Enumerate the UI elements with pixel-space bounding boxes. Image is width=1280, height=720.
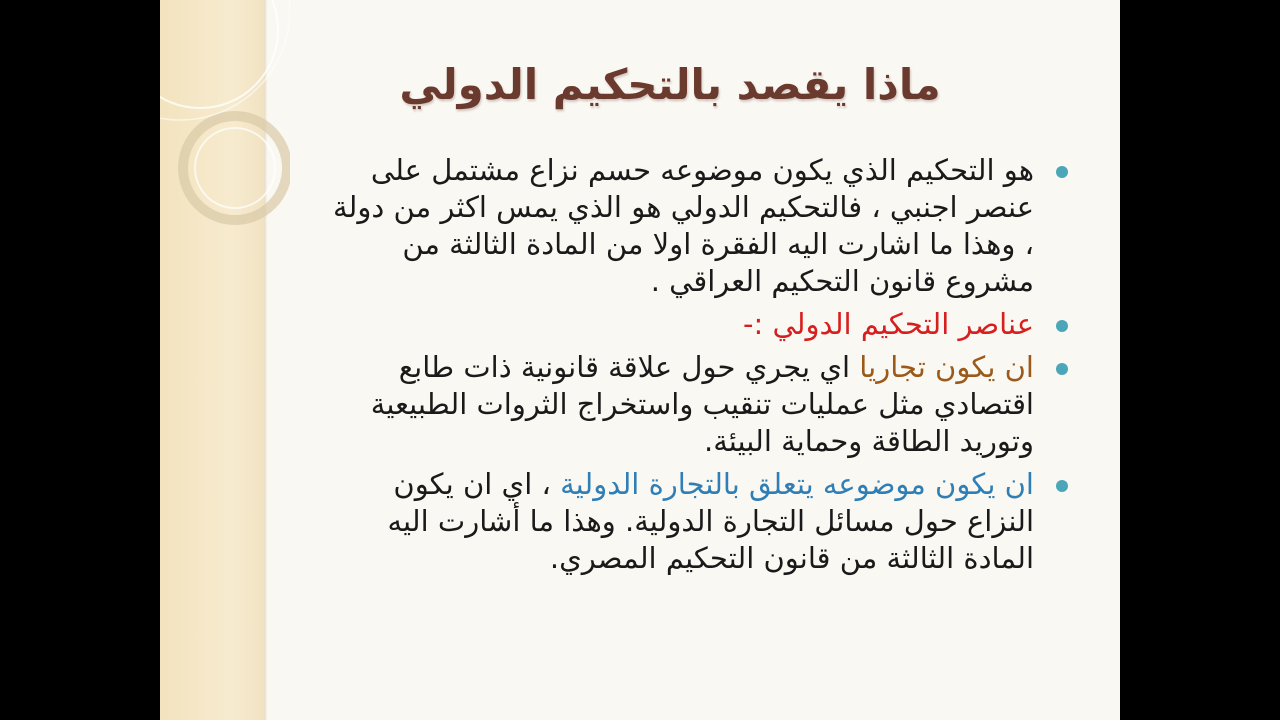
presentation-slide	[160, 0, 1120, 720]
bullet-definition	[330, 152, 1070, 300]
decorative-circles-icon	[160, 0, 290, 260]
bullet-text: اي يجري حول علاقة قانونية ذات طابع اقتصادي مثل عمليات تنقيب واستخراج الثروات الطبيعية وتوريد الطاقة وحماية البيئة.	[370, 350, 1034, 458]
bullet-commercial	[330, 349, 1070, 460]
bullet-text: هو التحكيم الذي يكون موضوعه حسم نزاع مشتمل على عنصر اجنبي ، فالتحكيم الدولي هو الذي يمس اكثر من دولة ، وهذا ما اشارت اليه الفقرة اولا من المادة الثالثة من مشروع قانون التحكيم العراقي .	[332, 153, 1034, 298]
bullet-international-trade	[330, 466, 1070, 577]
bullet-text: ، اي ان يكون النزاع حول مسائل التجارة الدولية. وهذا ما أشارت اليه المادة الثالثة من قانون التحكيم المصري.	[387, 467, 1034, 575]
bullet-elements-heading	[330, 306, 1070, 343]
bullet-dot-icon	[1056, 320, 1068, 332]
bullet-highlight: ان يكون تجاريا	[859, 350, 1034, 384]
bullet-dot-icon	[1056, 166, 1068, 178]
bullet-highlight: عناصر التحكيم الدولي :-	[743, 307, 1034, 341]
bullet-highlight: ان يكون موضوعه يتعلق بالتجارة الدولية	[560, 467, 1034, 501]
slide-content	[330, 152, 1070, 583]
slide-title: ماذا يقصد بالتحكيم الدولي	[399, 60, 941, 109]
bullet-dot-icon	[1056, 480, 1068, 492]
bullet-dot-icon	[1056, 363, 1068, 375]
